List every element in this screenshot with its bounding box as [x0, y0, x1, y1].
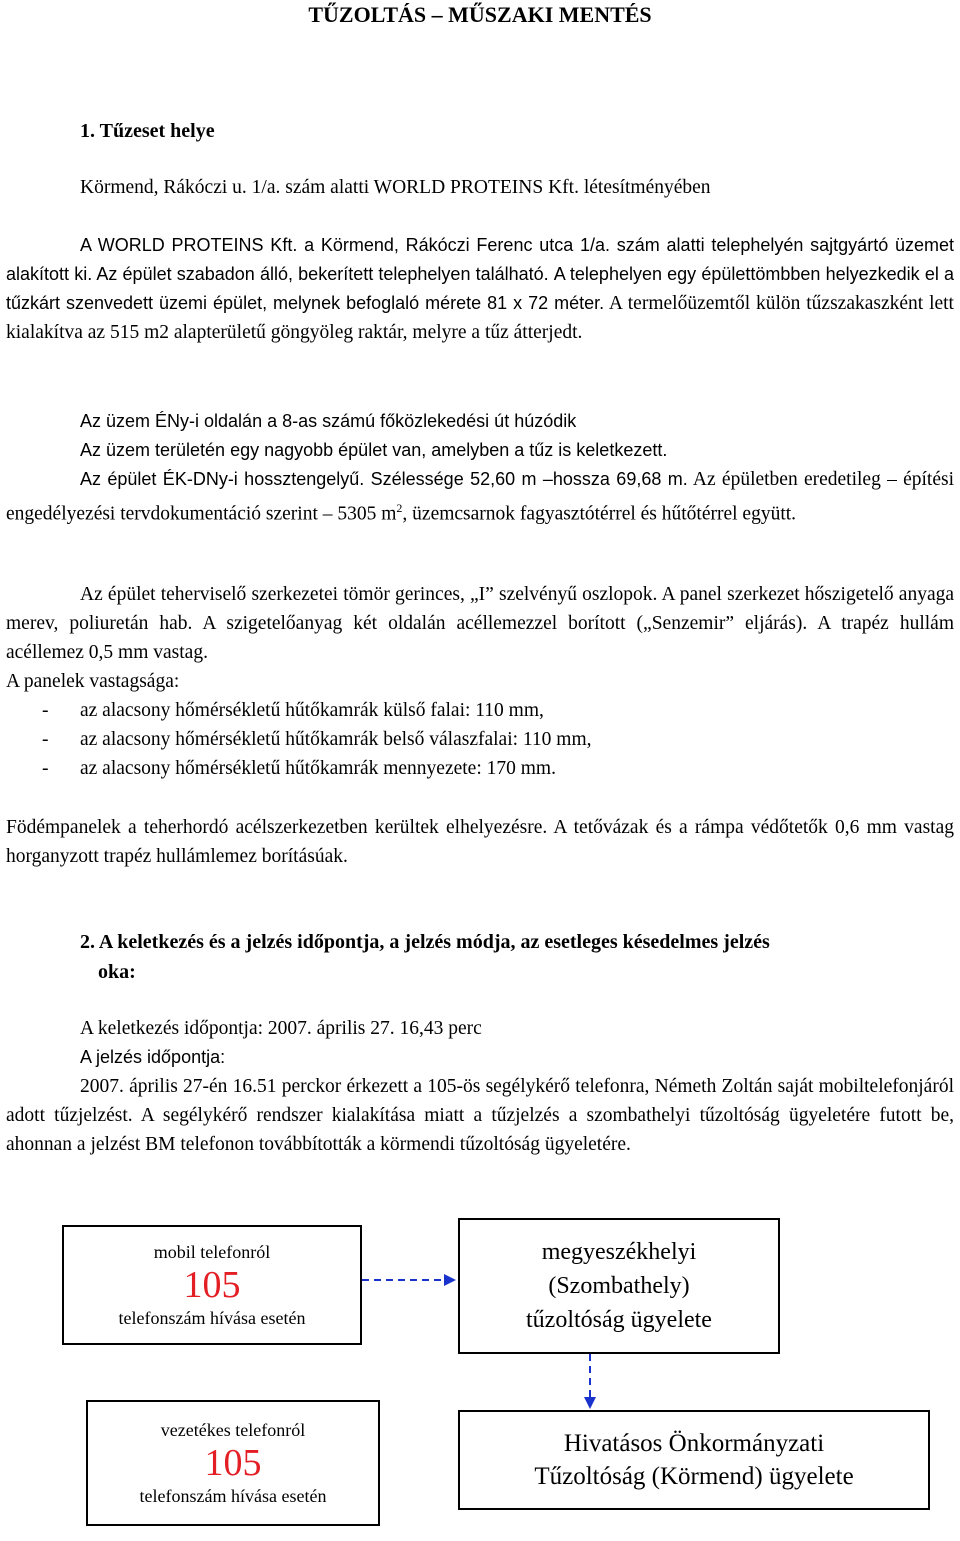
list-item: - az alacsony hőmérsékletű hűtőkamrák mennyezete: 170 mm.	[42, 758, 556, 779]
origin-text: A keletkezés időpontja: 2007. április 27. 16,43 perc	[80, 1018, 482, 1039]
signal-paragraph	[6, 1072, 954, 1159]
horizontal-arrowhead	[444, 1274, 456, 1286]
county-line2: (Szombathely)	[548, 1273, 690, 1299]
section1-heading: 1. Tűzeset helye	[80, 120, 215, 142]
landline-line3: telefonszám hívása esetén	[139, 1486, 327, 1506]
para2-c: , üzemcsarnok fagyasztótérrel és hűtőtérrel együtt.	[402, 503, 797, 525]
local-dispatch-box	[458, 1410, 930, 1510]
paragraph-site	[6, 231, 954, 347]
landline-number: 105	[204, 1442, 262, 1484]
section2-heading	[80, 927, 960, 987]
local-line1: Hivatásos Önkormányzati	[563, 1430, 825, 1457]
origin-time	[6, 1014, 954, 1043]
signal-text: 2007. április 27-én 16.51 perckor érkezett a 105-ös segélykérő telefonra, Németh Zoltán saját mobiltelefonjáról adott tűzjelzést. A segélykérő rendszer kialakítása miatt a tűzjelzés a szombathelyi tűzoltóság ügyeletére futott be, ahonnan a jelzést BM telefonon továbbították a körmendi tűzoltóság ügyeletére.	[6, 1076, 954, 1155]
para1-a: A WORLD PROTEINS Kft. a Körmend, Rákóczi Ferenc utca 1/a. szám alatti telephelyén sajtgyártó üzemet alakított ki. Az épület szabadon álló, bekerített telephelyen található.	[6, 235, 954, 284]
list-item: - az alacsony hőmérsékletű hűtőkamrák belső válaszfalai: 110 mm,	[42, 729, 592, 750]
section2-heading-line1: 2. A keletkezés és a jelzés időpontja, a jelzés módja, az esetleges késedelmes jelzés	[80, 931, 770, 953]
panel-intro: A panelek vastagsága:	[6, 671, 180, 692]
page-title: TŰZOLTÁS – MŰSZAKI MENTÉS	[308, 2, 652, 27]
list-item: - az alacsony hőmérsékletű hűtőkamrák külső falai: 110 mm,	[42, 700, 544, 721]
local-line2: Tűzoltóság (Körmend) ügyelete	[534, 1463, 854, 1490]
line-b-text: Az üzem területén egy nagyobb épület van, amelyben a tűz is keletkezett.	[80, 440, 668, 460]
mobile-line1: mobil telefonról	[153, 1242, 271, 1262]
mobile-line3: telefonszám hívása esetén	[118, 1308, 306, 1328]
line-a-text: Az üzem ÉNy-i oldalán a 8-as számú főközlekedési út húzódik	[80, 411, 577, 431]
line-a	[6, 407, 954, 436]
para1-b: A telephelyen egy épülettömbben helyezkedik el a tűzkárt szenvedett üzemi épület, melynek befoglaló mérete 81 x 72 méter.	[6, 264, 955, 313]
para2-b: Az épületben eredetileg – építési engedélyezési tervdokumentáció szerint – 5305 m	[6, 469, 954, 525]
para3-text: Az épület teherviselő szerkezetei tömör gerinces, „I” szelvényű oszlopok. A panel szerkezet hőszigetelő anyaga merev, poliuretán hab. A szigetelőanyag két oldalán acéllemezzel borított („Senzemir” eljárás). A trapéz hullám acéllemez 0,5 mm vastag.	[6, 584, 954, 663]
para1-c: A termelőüzemtől külön tűzszakaszként lett kialakítva az 515 m2 alapterületű göngyöleg raktár, melyre a tűz átterjedt.	[6, 293, 954, 343]
paragraph-roof	[6, 813, 954, 871]
para2-a: Az épület ÉK-DNy-i hossztengelyű. Szélessége 52,60 m –hossza 69,68 m.	[80, 469, 688, 489]
landline-phone-box	[86, 1400, 380, 1526]
paragraph-structure	[6, 580, 954, 696]
signal-label	[6, 1043, 954, 1072]
para2-sup: 2	[396, 501, 403, 515]
mobile-number: 105	[183, 1264, 241, 1306]
mobile-phone-box	[62, 1225, 362, 1345]
signal-label-text: A jelzés időpontja:	[80, 1047, 226, 1067]
vertical-arrowhead	[584, 1397, 596, 1409]
para4-text: Födémpanelek a teherhordó acélszerkezetben kerültek elhelyezésre. A tetővázak és a rámpa védőtetők 0,6 mm vastag horganyzott trapéz hullámlemez borításúak.	[6, 817, 954, 867]
section2-heading-line2: oka:	[98, 961, 136, 983]
location-text: Körmend, Rákóczi u. 1/a. szám alatti WORLD PROTEINS Kft. létesítményében	[80, 177, 711, 198]
county-line1: megyeszékhelyi	[541, 1239, 697, 1265]
paragraph-building	[6, 465, 954, 529]
panel-list	[6, 696, 906, 783]
location-line	[6, 173, 954, 202]
county-line3: tűzoltóság ügyelete	[526, 1307, 712, 1333]
county-dispatch-box	[458, 1218, 780, 1354]
landline-line1: vezetékes telefonról	[160, 1420, 306, 1440]
line-b	[6, 436, 954, 465]
